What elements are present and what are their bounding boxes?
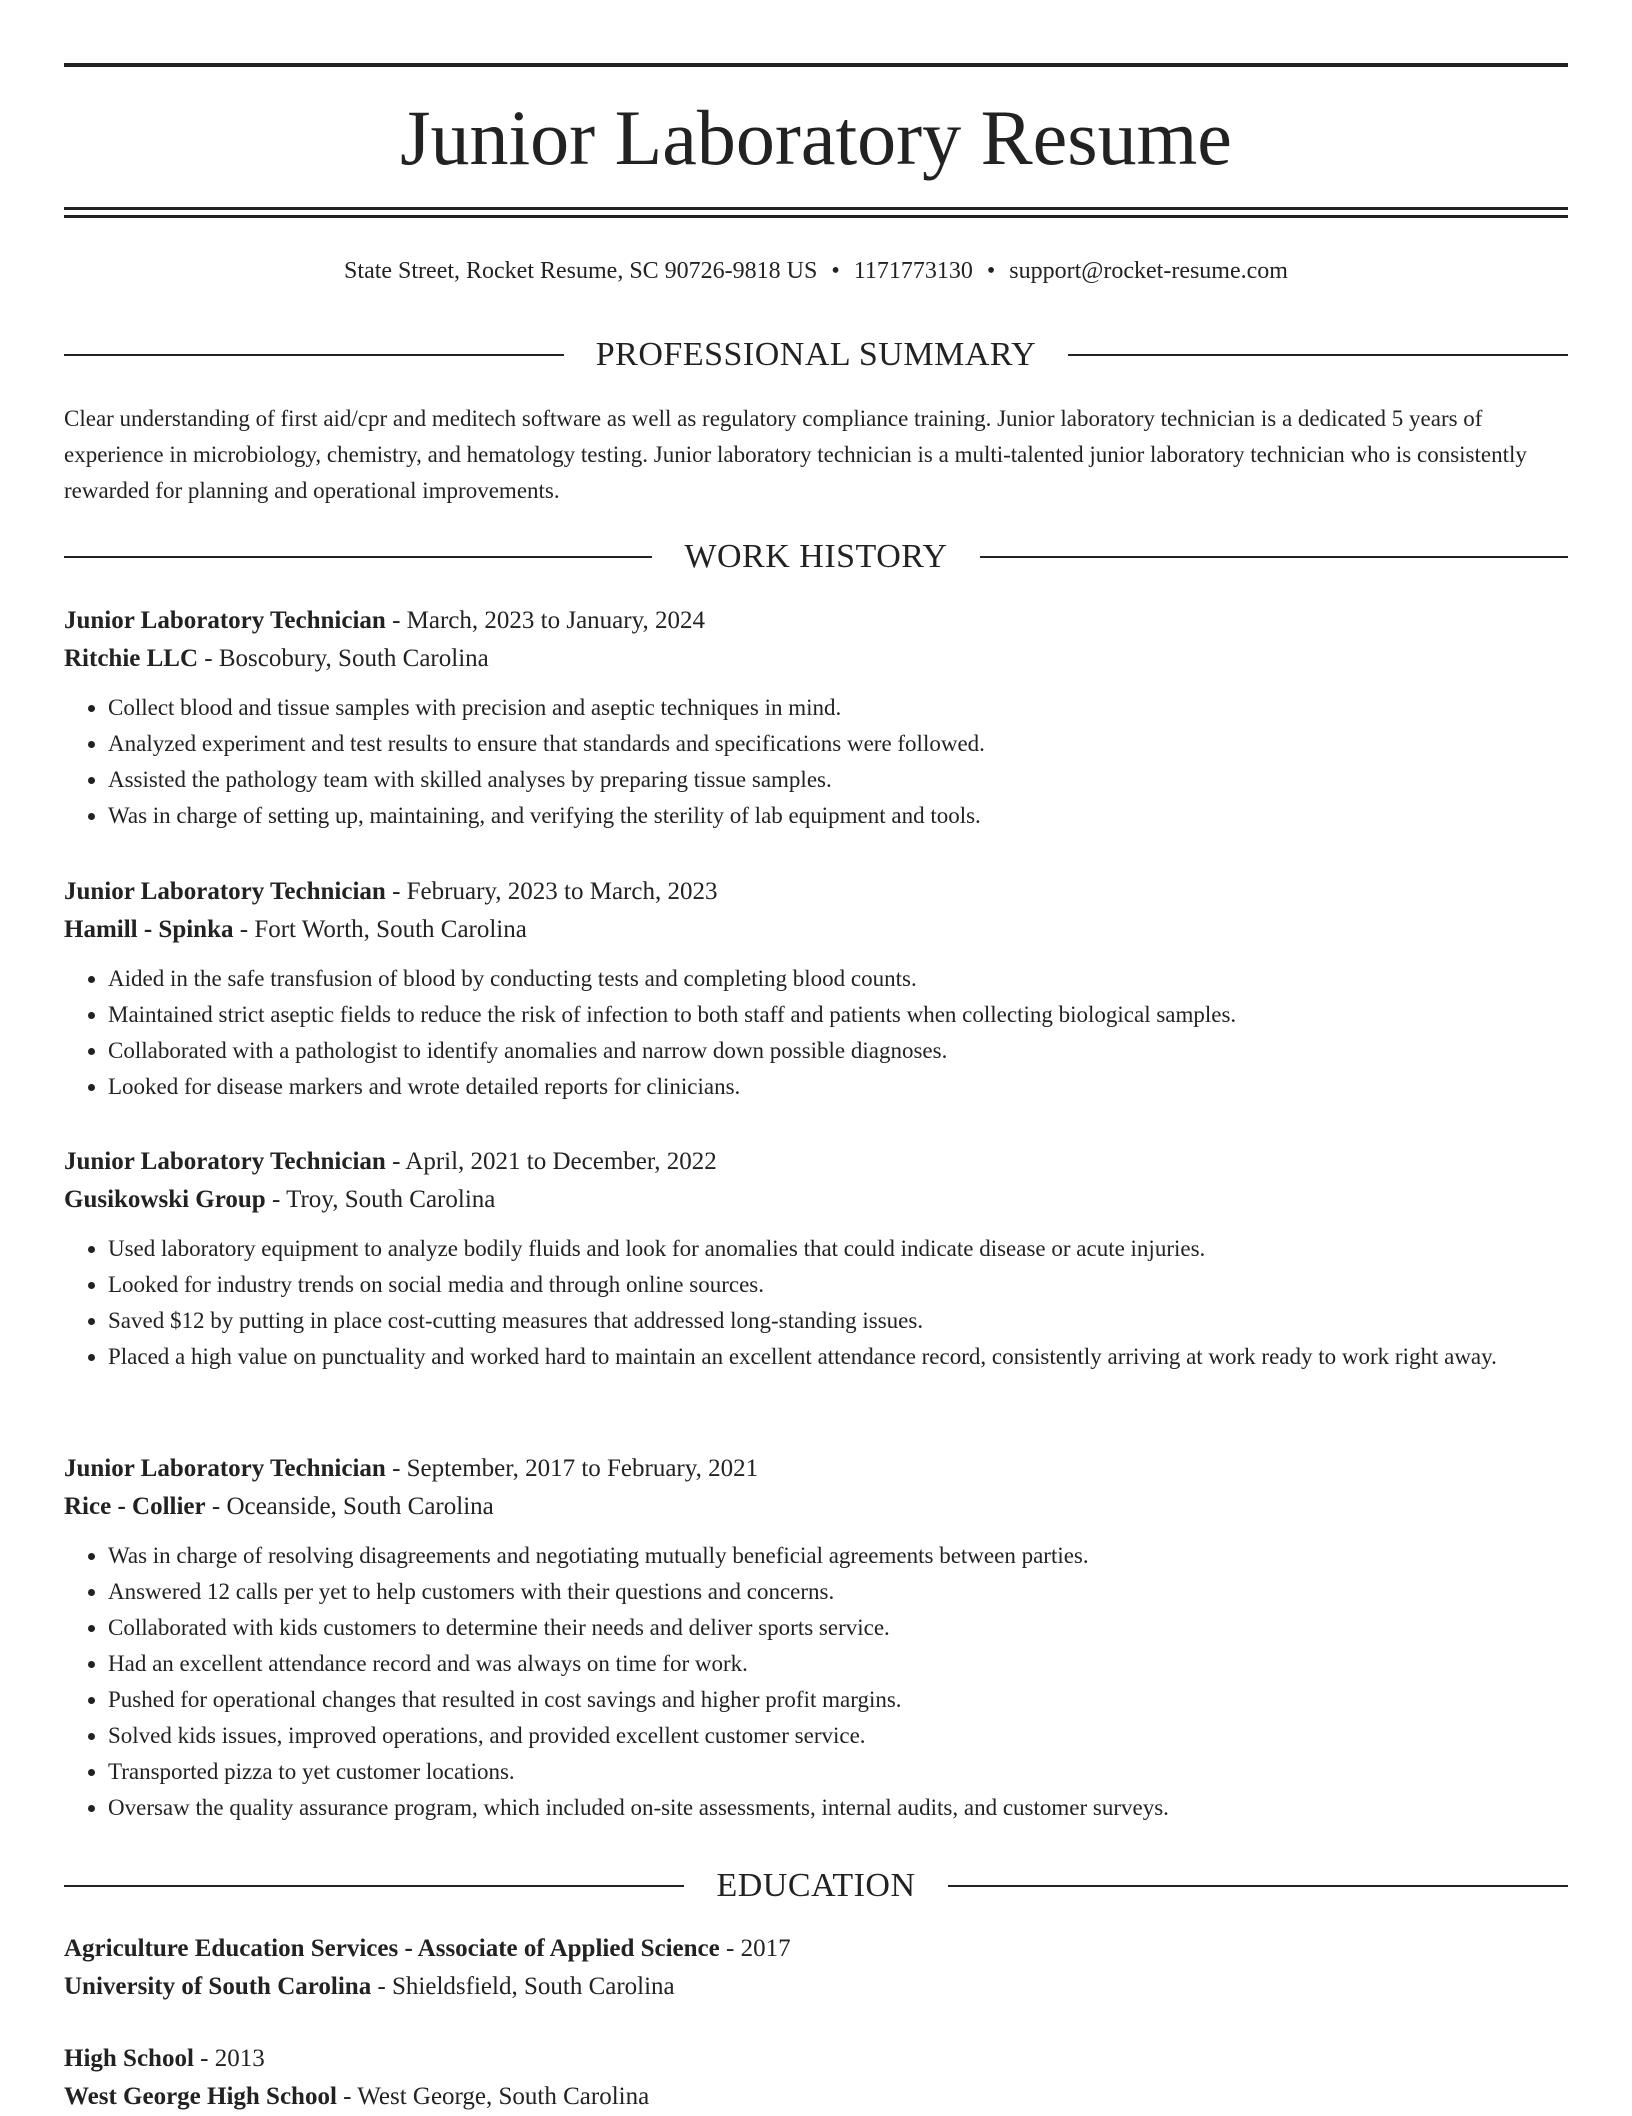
job-employer	[64, 1488, 1568, 1526]
dash: -	[385, 1148, 406, 1175]
education-degree: High School	[64, 2045, 194, 2072]
section-header-work	[64, 535, 1568, 579]
contact-separator: •	[986, 258, 996, 284]
job-bullet: • Assisted the pathology team with skilled analyses by preparing tissue samples.	[108, 762, 1568, 798]
section-rule-left	[64, 354, 564, 356]
resume-title: Junior Laboratory Resume	[400, 94, 1232, 181]
section-header-summary	[64, 333, 1568, 377]
job-company: Gusikowski Group	[64, 1186, 266, 1213]
section-rule-left	[64, 1885, 684, 1887]
dash: -	[265, 1186, 287, 1213]
contact-address: State Street, Rocket Resume, SC 90726-9818 US	[344, 258, 818, 284]
education-location: West George, South Carolina	[357, 2083, 650, 2110]
job-header	[64, 1143, 1568, 1181]
job-location: Fort Worth, South Carolina	[254, 916, 527, 943]
job-bullet: • Collaborated with a pathologist to identify anomalies and narrow down possible diagnoses.	[108, 1033, 1568, 1069]
job-bullet: • Aided in the safe transfusion of blood by conducting tests and completing blood counts.	[108, 961, 1568, 997]
section-rule-right	[980, 556, 1568, 558]
dash: -	[719, 1935, 741, 1962]
job-bullet: • Answered 12 calls per yet to help customers with their questions and concerns.	[108, 1574, 1568, 1610]
job-bullet: • Collaborated with kids customers to determine their needs and deliver sports service.	[108, 1610, 1568, 1646]
education-school: University of South Carolina	[64, 1973, 372, 2000]
section-title-summary: PROFESSIONAL SUMMARY	[595, 336, 1037, 373]
job-bullet: • Saved $12 by putting in place cost-cutting measures that addressed long-standing issues.	[108, 1303, 1568, 1339]
job-title: Junior Laboratory Technician	[64, 878, 386, 905]
job-header	[64, 873, 1568, 911]
dash: -	[371, 1973, 393, 2000]
job-bullet: • Pushed for operational changes that resulted in cost savings and higher profit margins.	[108, 1682, 1568, 1718]
education-location: Shieldsfield, South Carolina	[392, 1973, 675, 2000]
job-bullet: • Used laboratory equipment to analyze bodily fluids and look for anomalies that could indicate disease or acute injuries.	[108, 1231, 1568, 1267]
job-bullets	[64, 961, 1568, 1105]
job-bullets	[64, 690, 1568, 834]
job-bullet: • Oversaw the quality assurance program, which included on-site assessments, internal audits, and customer surveys.	[108, 1790, 1568, 1826]
section-header-education	[64, 1864, 1568, 1908]
section-rule-right	[1068, 354, 1568, 356]
dash: -	[385, 1455, 407, 1482]
education-school-line	[64, 1968, 1568, 2006]
job-entry	[64, 1450, 1568, 1826]
contact-email: support@rocket-resume.com	[1009, 258, 1288, 284]
header-bottom-rule-second	[64, 215, 1568, 218]
job-bullet: • Solved kids issues, improved operations, and provided excellent customer service.	[108, 1718, 1568, 1754]
job-location: Troy, South Carolina	[286, 1186, 496, 1213]
job-bullet: • Analyzed experiment and test results to ensure that standards and specifications were followed.	[108, 726, 1568, 762]
education-year: 2017	[740, 1935, 791, 1962]
job-dates: April, 2021 to December, 2022	[405, 1148, 717, 1175]
job-company: Hamill - Spinka	[64, 916, 234, 943]
dash: -	[198, 645, 219, 672]
section-title-work: WORK HISTORY	[684, 538, 948, 575]
education-degree-line	[64, 1930, 1568, 1968]
education-year: 2013	[214, 2045, 265, 2072]
job-bullet: • Looked for disease markers and wrote detailed reports for clinicians.	[108, 1069, 1568, 1105]
job-entry	[64, 602, 1568, 834]
summary-text: Clear understanding of first aid/cpr and meditech software as well as regulatory compliance training. Junior laboratory technician is a dedicated 5 years of experience in microbiology, chemistry, and hematology testing. Junior laboratory technician is a multi-talented junior laboratory technician who is consistently rewarded for planning and operational improvements.	[64, 406, 1527, 503]
contact-separator: •	[831, 258, 840, 284]
education-entry	[64, 2040, 1568, 2116]
job-title: Junior Laboratory Technician	[64, 1455, 386, 1482]
contact-phone: 1171773130	[853, 258, 973, 284]
education-degree: Agriculture Education Services - Associate of Applied Science	[64, 1935, 720, 1962]
job-bullet: • Had an excellent attendance record and was always on time for work.	[108, 1646, 1568, 1682]
job-header	[64, 602, 1568, 640]
header-top-rule	[64, 63, 1568, 67]
dash: -	[336, 2083, 358, 2110]
job-bullet: • Collect blood and tissue samples with precision and aseptic techniques in mind.	[108, 690, 1568, 726]
dash: -	[385, 607, 407, 634]
job-employer	[64, 911, 1568, 949]
job-location: Oceanside, South Carolina	[226, 1493, 494, 1520]
job-entry	[64, 1143, 1568, 1375]
dash: -	[205, 1493, 227, 1520]
job-dates: February, 2023 to March, 2023	[406, 878, 718, 905]
section-rule-right	[948, 1885, 1568, 1887]
job-employer	[64, 640, 1568, 678]
header-bottom-rule	[64, 207, 1568, 210]
dash: -	[193, 2045, 215, 2072]
job-bullet: • Was in charge of resolving disagreements and negotiating mutually beneficial agreements between parties.	[108, 1538, 1568, 1574]
job-location: Boscobury, South Carolina	[218, 645, 489, 672]
job-header	[64, 1450, 1568, 1488]
job-bullet: • Maintained strict aseptic fields to reduce the risk of infection to both staff and patients when collecting biological samples.	[108, 997, 1568, 1033]
job-dates: March, 2023 to January, 2024	[406, 607, 705, 634]
job-bullet: • Looked for industry trends on social media and through online sources.	[108, 1267, 1568, 1303]
dash: -	[233, 916, 255, 943]
job-bullet: • Was in charge of setting up, maintaining, and verifying the sterility of lab equipment and tools.	[108, 798, 1568, 834]
job-bullets	[64, 1538, 1568, 1826]
job-company: Ritchie LLC	[64, 645, 199, 672]
education-school-line	[64, 2078, 1568, 2116]
job-title: Junior Laboratory Technician	[64, 607, 386, 634]
education-degree-line	[64, 2040, 1568, 2078]
section-title-education: EDUCATION	[716, 1867, 916, 1904]
job-bullet: • Placed a high value on punctuality and worked hard to maintain an excellent attendance record, consistently arriving at work ready to work right away.	[108, 1339, 1568, 1375]
education-entry	[64, 1930, 1568, 2006]
job-company: Rice - Collier	[64, 1493, 206, 1520]
dash: -	[385, 878, 407, 905]
job-entry	[64, 873, 1568, 1105]
job-employer	[64, 1181, 1568, 1219]
education-school: West George High School	[64, 2083, 337, 2110]
job-bullets	[64, 1231, 1568, 1375]
contact-line	[64, 256, 1568, 286]
job-title: Junior Laboratory Technician	[64, 1148, 386, 1175]
job-bullet: • Transported pizza to yet customer locations.	[108, 1754, 1568, 1790]
job-dates: September, 2017 to February, 2021	[406, 1455, 759, 1482]
section-rule-left	[64, 556, 652, 558]
